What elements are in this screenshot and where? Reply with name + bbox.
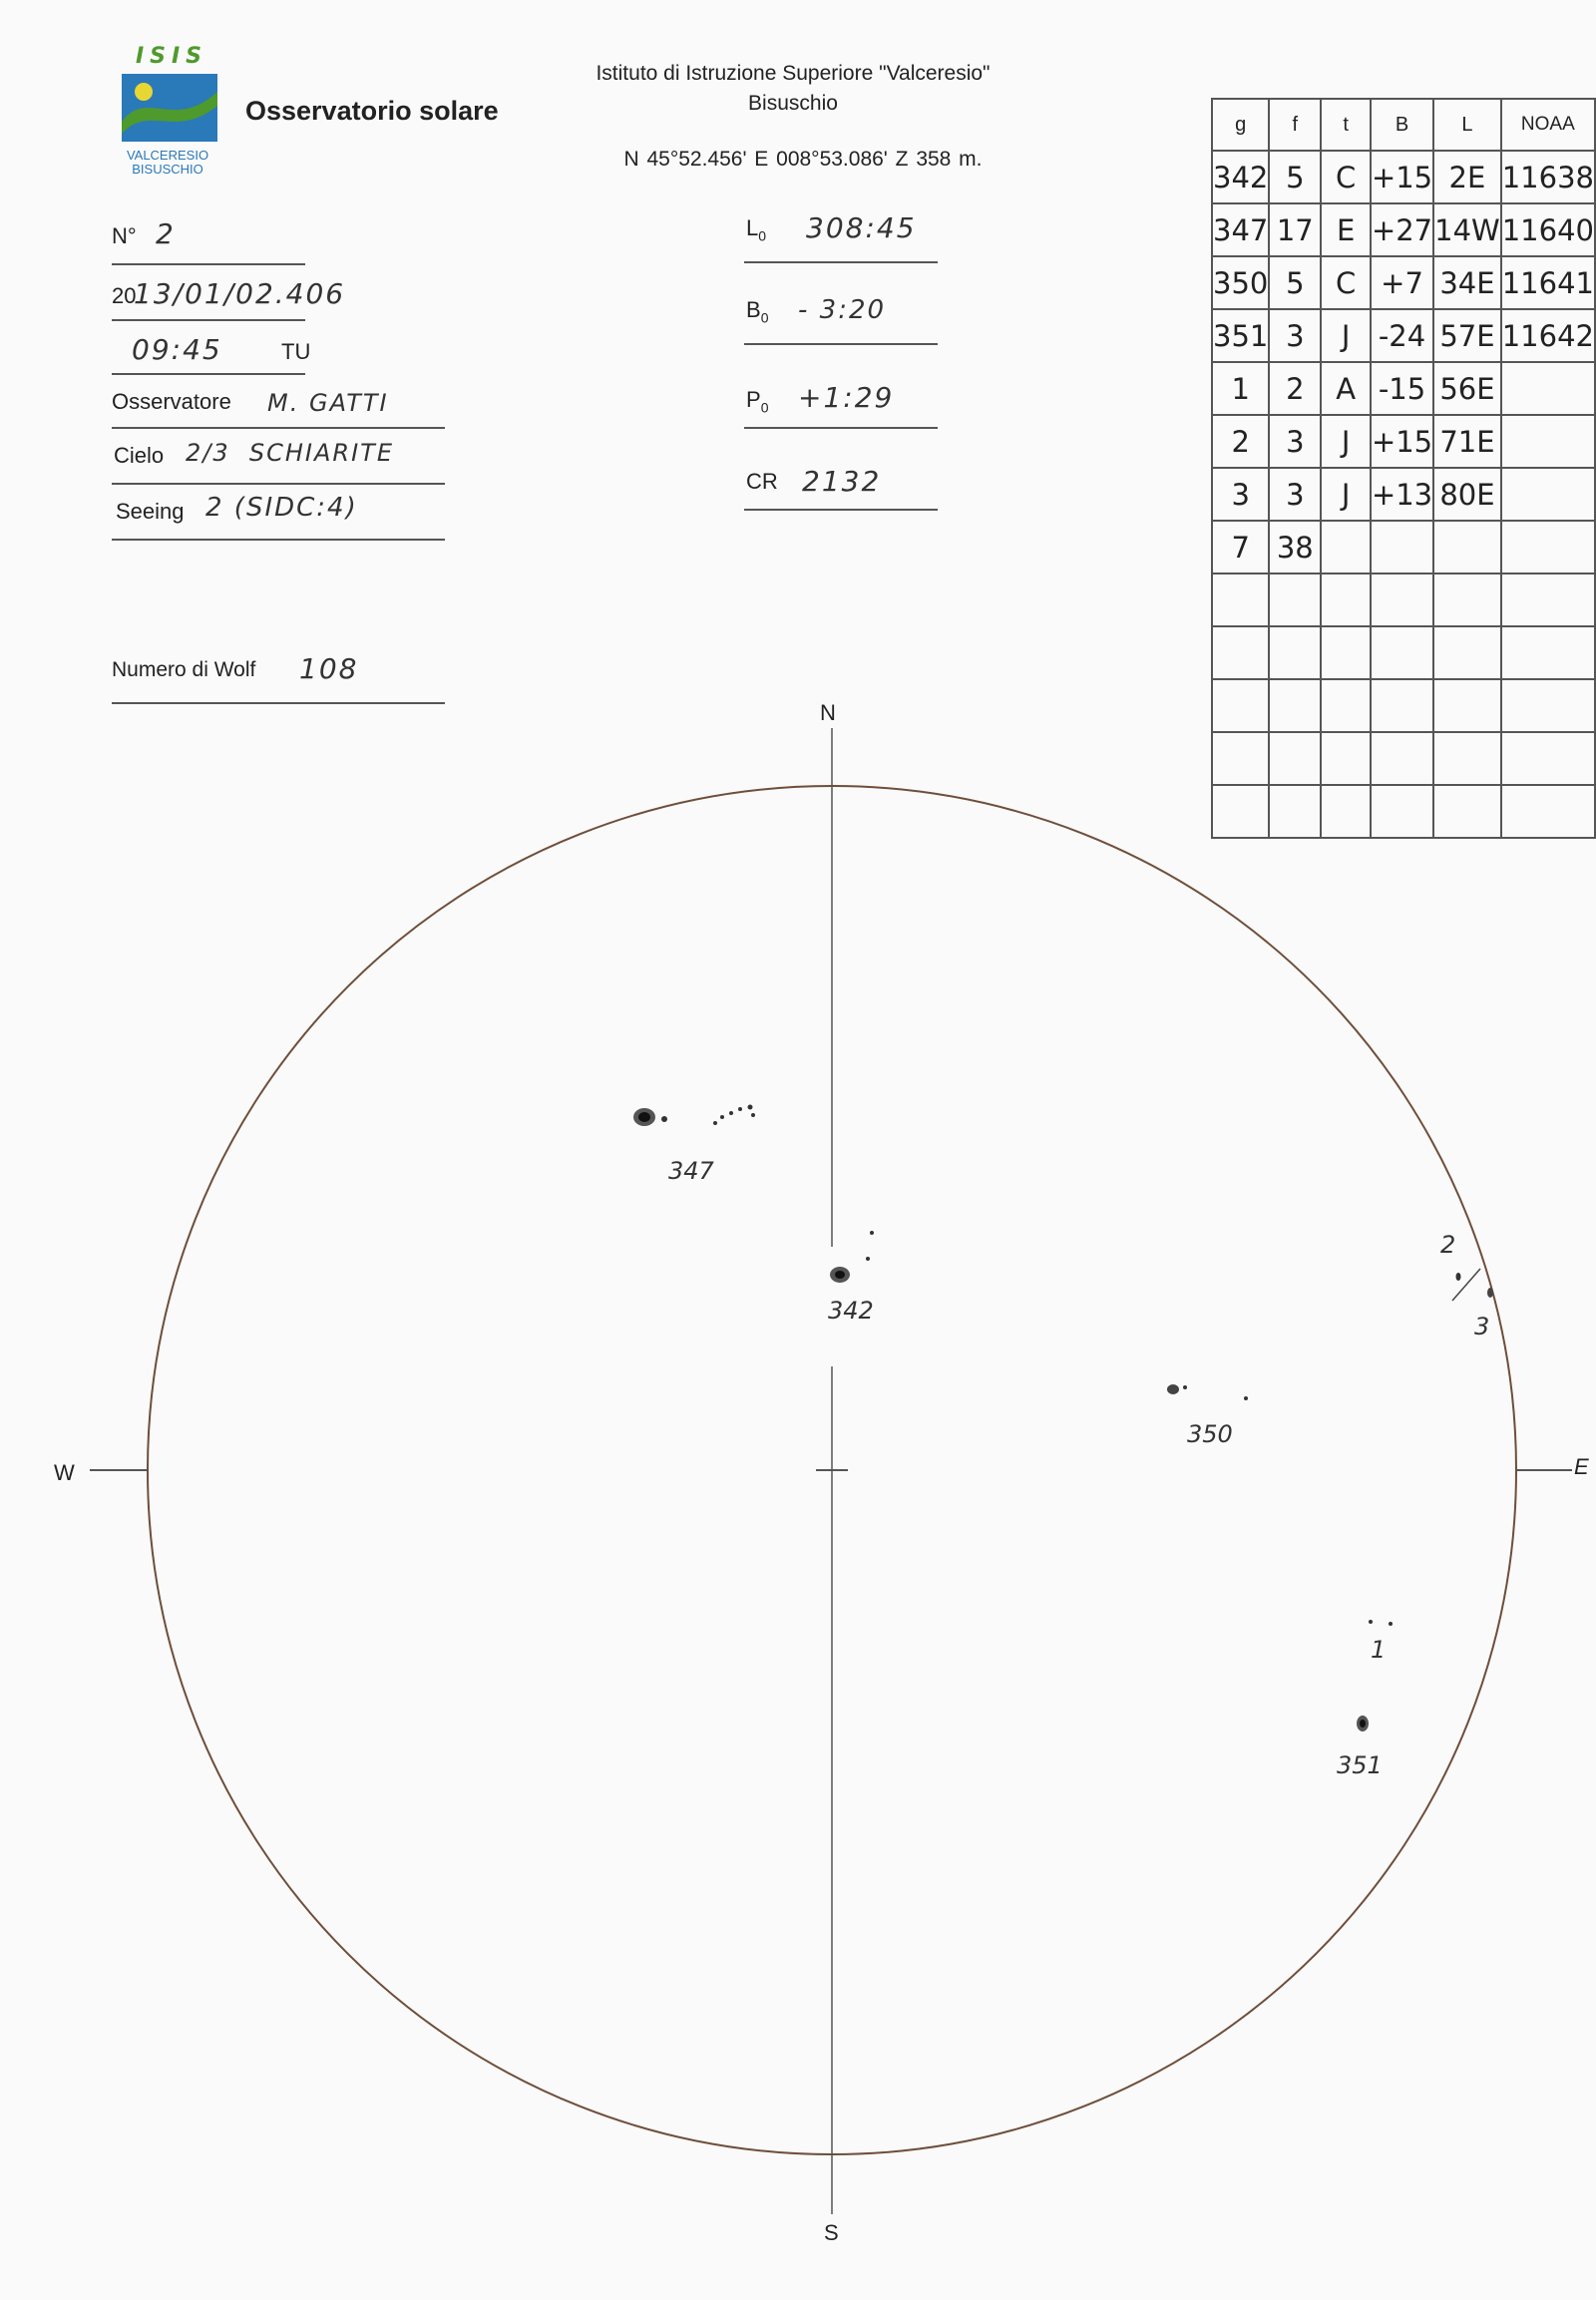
compass-east: E <box>1574 1454 1589 1479</box>
table-cell: 57E <box>1433 309 1501 362</box>
table-cell <box>1501 415 1595 468</box>
sunspot-group-1 <box>1369 1620 1393 1626</box>
column-header: B <box>1371 99 1433 151</box>
table-cell: 5 <box>1269 151 1321 203</box>
logo-line1: VALCERESIO <box>126 148 209 163</box>
sunspot <box>738 1107 742 1111</box>
sunspot <box>751 1113 755 1117</box>
table-cell: 350 <box>1212 256 1269 309</box>
institute-logo <box>112 44 223 184</box>
solar-disk-drawing <box>0 664 1596 2300</box>
table-cell <box>1501 362 1595 415</box>
b0-underline <box>744 343 938 345</box>
l0-underline <box>744 261 938 263</box>
table-cell: J <box>1321 468 1371 521</box>
sunspot-group-2 <box>1456 1273 1461 1281</box>
table-cell: 3 <box>1269 468 1321 521</box>
table-cell: 351 <box>1212 309 1269 362</box>
table-cell: 71E <box>1433 415 1501 468</box>
sunspot-umbra <box>638 1112 650 1122</box>
column-header: L <box>1433 99 1501 151</box>
table-cell: 56E <box>1433 362 1501 415</box>
wolf-label: Numero di Wolf <box>112 658 256 681</box>
sunspot <box>1369 1620 1373 1624</box>
table-cell <box>1501 468 1595 521</box>
sunspot <box>1456 1273 1461 1281</box>
table-cell <box>1501 521 1595 574</box>
sunspot-group-342 <box>830 1231 874 1283</box>
table-cell <box>1501 574 1595 626</box>
table-cell <box>1371 521 1433 574</box>
table-cell: J <box>1321 415 1371 468</box>
time-unit: TU <box>281 339 311 364</box>
table-cell <box>1321 574 1371 626</box>
table-cell: 7 <box>1212 521 1269 574</box>
sunspot-group-351 <box>1357 1716 1369 1731</box>
table-cell: 34E <box>1433 256 1501 309</box>
b0-value: - 3:20 <box>798 295 887 325</box>
table-cell: +27 <box>1371 203 1433 256</box>
sunspot <box>870 1231 874 1235</box>
table-cell: 2 <box>1269 362 1321 415</box>
table-cell: 3 <box>1269 415 1321 468</box>
sky-value: 2/3 SCHIARITE <box>186 439 394 467</box>
sunspot <box>720 1115 724 1119</box>
group-label-342: 342 <box>828 1297 874 1325</box>
time-underline <box>112 373 305 375</box>
sunspot <box>1244 1396 1248 1400</box>
institute-town: Bisuschio <box>748 92 838 115</box>
table-cell: A <box>1321 362 1371 415</box>
compass-west: W <box>54 1460 75 1485</box>
l0-value: 308:45 <box>806 211 917 244</box>
table-cell: C <box>1321 151 1371 203</box>
sunspot <box>1167 1384 1179 1394</box>
sunspot <box>713 1121 717 1125</box>
column-header: f <box>1269 99 1321 151</box>
column-header: NOAA <box>1501 99 1595 151</box>
table-cell: 3 <box>1212 468 1269 521</box>
sunspot-group-3 <box>1487 1288 1493 1298</box>
column-header: g <box>1212 99 1269 151</box>
sunspot <box>866 1257 870 1261</box>
cr-underline <box>744 509 938 511</box>
sunspot <box>748 1105 753 1110</box>
table-row <box>1212 362 1595 415</box>
observer-underline <box>112 427 445 429</box>
table-row <box>1212 574 1595 626</box>
table-cell: 11642 <box>1501 309 1595 362</box>
sunspot-group-350 <box>1167 1384 1248 1400</box>
number-underline <box>112 263 305 265</box>
number-value: 2 <box>156 217 176 250</box>
table-cell: 11640 <box>1501 203 1595 256</box>
table-cell: +7 <box>1371 256 1433 309</box>
date-prefix: 20 <box>112 283 137 308</box>
table-cell: -24 <box>1371 309 1433 362</box>
table-cell: 2E <box>1433 151 1501 203</box>
table-row <box>1212 415 1595 468</box>
sunspot-umbra <box>1360 1720 1366 1727</box>
sunspot-umbra <box>835 1271 845 1279</box>
number-label: N° <box>112 223 137 248</box>
table-cell <box>1212 574 1269 626</box>
sky-label: Cielo <box>114 443 165 468</box>
sunspot <box>1487 1288 1493 1298</box>
table-row <box>1212 256 1595 309</box>
institute-name: Istituto di Istruzione Superiore "Valceresio" <box>596 62 991 85</box>
logo-emblem <box>118 70 221 146</box>
table-cell: -15 <box>1371 362 1433 415</box>
b0-label: $B_0$ <box>746 297 769 326</box>
seeing-underline <box>112 539 445 541</box>
time-value: 09:45 <box>132 333 222 366</box>
group-label-347: 347 <box>668 1157 714 1185</box>
table-cell: +13 <box>1371 468 1433 521</box>
sunspot <box>729 1111 733 1115</box>
p0-label: $P_0$ <box>746 387 769 416</box>
column-header: t <box>1321 99 1371 151</box>
table-cell: E <box>1321 203 1371 256</box>
table-cell: 342 <box>1212 151 1269 203</box>
sunspot-group-347 <box>633 1105 755 1127</box>
table-cell: 11641 <box>1501 256 1595 309</box>
table-cell: 11638 <box>1501 151 1595 203</box>
institute-coordinates: N 45°52.456' E 008°53.086' Z 358 m. <box>623 148 983 171</box>
logo-acronym: ISIS <box>135 44 208 69</box>
table-header-row <box>1212 99 1595 151</box>
table-cell: +15 <box>1371 151 1433 203</box>
cr-value: 2132 <box>802 465 882 498</box>
table-cell: 38 <box>1269 521 1321 574</box>
l0-label: $L_0$ <box>746 215 767 244</box>
group-label-351: 351 <box>1337 1751 1383 1779</box>
observer-label: Osservatore <box>112 389 231 414</box>
table-cell <box>1269 574 1321 626</box>
table-row <box>1212 309 1595 362</box>
group-label-3: 3 <box>1474 1313 1490 1341</box>
group-label-1: 1 <box>1371 1636 1387 1664</box>
sky-underline <box>112 483 445 485</box>
compass-south: S <box>824 2220 839 2245</box>
table-cell <box>1371 574 1433 626</box>
table-row <box>1212 468 1595 521</box>
table-row <box>1212 151 1595 203</box>
observer-value: M. GATTI <box>267 389 389 417</box>
wolf-value: 108 <box>299 652 359 685</box>
table-cell: 2 <box>1212 415 1269 468</box>
table-cell: +15 <box>1371 415 1433 468</box>
table-cell: J <box>1321 309 1371 362</box>
group-2-3-pointer <box>1452 1269 1480 1301</box>
date-underline <box>112 319 305 321</box>
group-label-350: 350 <box>1187 1420 1233 1448</box>
table-cell: C <box>1321 256 1371 309</box>
table-cell: 14W <box>1433 203 1501 256</box>
table-cell: 3 <box>1269 309 1321 362</box>
date-value: 13/01/02.406 <box>134 277 346 310</box>
seeing-label: Seeing <box>116 499 185 524</box>
logo-line2: BISUSCHIO <box>132 162 203 177</box>
sunspot <box>661 1116 667 1122</box>
table-row <box>1212 203 1595 256</box>
table-cell: 17 <box>1269 203 1321 256</box>
group-label-2: 2 <box>1440 1231 1456 1259</box>
sunspot <box>1389 1622 1393 1626</box>
table-cell: 5 <box>1269 256 1321 309</box>
table-cell: 80E <box>1433 468 1501 521</box>
seeing-value: 2 (SIDC:4) <box>205 493 358 523</box>
compass-north: N <box>820 700 836 725</box>
table-cell <box>1433 521 1501 574</box>
table-cell <box>1321 521 1371 574</box>
page-title: Osservatorio solare <box>245 96 499 126</box>
sunspot <box>1183 1385 1187 1389</box>
p0-underline <box>744 427 938 429</box>
cr-label: CR <box>746 469 778 494</box>
p0-value: +1:29 <box>798 381 895 414</box>
table-cell <box>1433 574 1501 626</box>
table-cell: 1 <box>1212 362 1269 415</box>
table-cell: 347 <box>1212 203 1269 256</box>
table-row <box>1212 521 1595 574</box>
